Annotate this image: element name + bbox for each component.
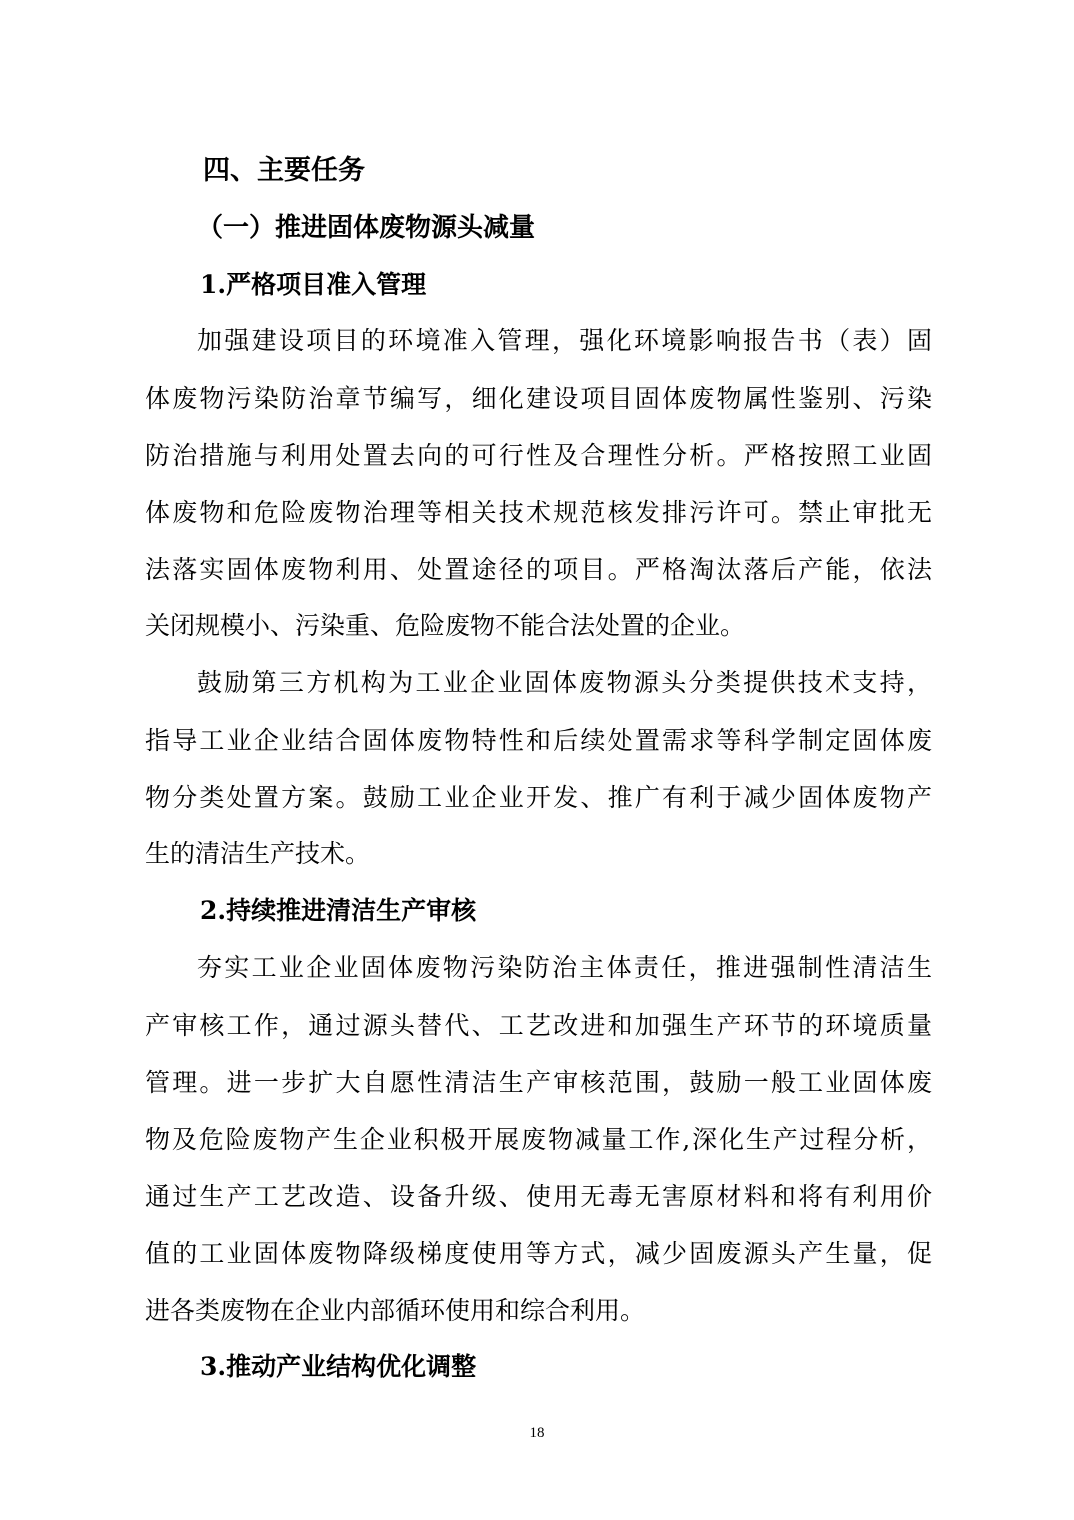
paragraph-line: 生的清洁生产技术。 (145, 839, 371, 868)
paragraph-line: 产审核工作，通过源头替代、工艺改进和加强生产环节的环境质量 (145, 1011, 932, 1040)
paragraph-line: 管理。进一步扩大自愿性清洁生产审核范围，鼓励一般工业固体废 (145, 1068, 932, 1097)
section-heading: 四、主要任务 (203, 155, 365, 186)
paragraph-line: 通过生产工艺改造、设备升级、使用无毒无害原材料和将有利用价 (145, 1182, 932, 1211)
item-heading: 1.严格项目准入管理 (200, 270, 427, 299)
paragraph-line: 进各类废物在企业内部循环使用和综合利用。 (145, 1296, 646, 1325)
paragraph-line: 体废物和危险废物治理等相关技术规范核发排污许可。禁止审批无 (145, 498, 932, 527)
paragraph-line: 加强建设项目的环境准入管理，强化环境影响报告书（表）固 (197, 326, 932, 355)
item-heading: 2.持续推进清洁生产审核 (200, 896, 477, 925)
paragraph-line: 鼓励第三方机构为工业企业固体废物源头分类提供技术支持， (197, 668, 932, 697)
paragraph-line: 法落实固体废物利用、处置途径的项目。严格淘汰落后产能，依法 (145, 555, 932, 584)
paragraph-line: 值的工业固体废物降级梯度使用等方式，减少固废源头产生量，促 (145, 1239, 932, 1268)
paragraph-line: 体废物污染防治章节编写，细化建设项目固体废物属性鉴别、污染 (145, 384, 932, 413)
paragraph-line: 物分类处置方案。鼓励工业企业开发、推广有利于减少固体废物产 (145, 783, 932, 812)
paragraph-line: 防治措施与利用处置去向的可行性及合理性分析。严格按照工业固 (145, 441, 932, 470)
paragraph-line: 夯实工业企业固体废物污染防治主体责任，推进强制性清洁生 (197, 953, 932, 982)
page-number: 18 (529, 1425, 545, 1441)
item-heading: 3.推动产业结构优化调整 (200, 1352, 477, 1381)
subsection-heading: （一）推进固体废物源头减量 (197, 213, 536, 243)
paragraph-line: 指导工业企业结合固体废物特性和后续处置需求等科学制定固体废 (145, 726, 932, 755)
paragraph-line: 关闭规模小、污染重、危险废物不能合法处置的企业。 (145, 611, 746, 640)
paragraph-line: 物及危险废物产生企业积极开展废物减量工作,深化生产过程分析， (145, 1125, 932, 1154)
